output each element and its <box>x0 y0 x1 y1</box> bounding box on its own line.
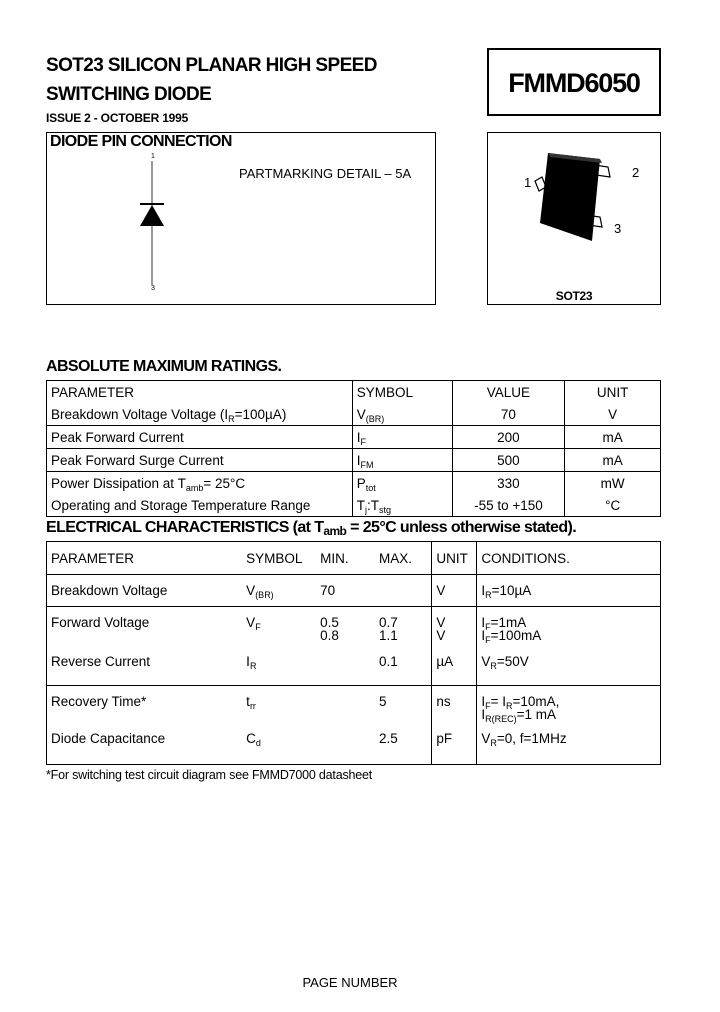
hdr-unit: UNIT <box>565 381 661 404</box>
min-cell <box>316 686 375 732</box>
symbol-sub2: stg <box>379 504 392 515</box>
table-row <box>47 403 661 426</box>
value-cell: 200 <box>452 426 565 449</box>
symbol-sub: F <box>360 436 367 447</box>
abs-max-title: ABSOLUTE MAXIMUM RATINGS. <box>46 358 282 375</box>
hdr-symbol: SYMBOL <box>352 381 452 404</box>
param-cell: Recovery Time* <box>51 694 147 709</box>
value-cell: -55 to +150 <box>452 494 565 517</box>
hdr-max: MAX. <box>375 542 432 575</box>
title-line-2: SWITCHING DIODE <box>46 84 212 105</box>
hdr-unit: UNIT <box>432 542 477 575</box>
unit-cell: mA <box>565 449 661 472</box>
param-cell: Peak Forward Current <box>47 426 353 449</box>
pin-connection-box <box>46 132 436 305</box>
max-cell: 0.7 <box>378 615 398 630</box>
min-cell: 70 <box>316 575 375 607</box>
table-row: Forward Voltage $V_F$ 0.5 0.8 0.7 1.1 V V $I_F=1mA$ $I_F=100mA$ <box>47 607 661 654</box>
param-tail: = 25°C <box>203 475 246 491</box>
page-number: PAGE NUMBER <box>302 975 398 990</box>
param-cell: Peak Forward Surge Current <box>47 449 353 472</box>
hdr-value: VALUE <box>452 381 565 404</box>
min-cell: 0.5 <box>320 615 339 630</box>
param-text: Breakdown Voltage Voltage (I <box>51 406 229 422</box>
unit-cell: V <box>432 575 477 607</box>
sot23-package-drawing <box>488 133 660 273</box>
hdr-min: MIN. <box>316 542 375 575</box>
table-row <box>47 449 661 472</box>
value-cell: 500 <box>452 449 565 472</box>
unit-cell: ns <box>432 686 477 732</box>
max-cell: 5 <box>375 686 432 732</box>
max-cell: 0.1 <box>375 654 432 686</box>
unit-cell: °C <box>565 494 661 517</box>
partmarking-detail: PARTMARKING DETAIL – 5A <box>239 166 412 181</box>
max-cell <box>375 575 432 607</box>
hdr-symbol: SYMBOL <box>242 542 316 575</box>
symbol-text: I <box>356 429 361 445</box>
pin-bottom-label: 3 <box>151 285 155 292</box>
param-text: Power Dissipation at T <box>51 475 186 491</box>
elec-title: ELECTRICAL CHARACTERISTICS (at $T_{amb} = 25^\circ C$ unless otherwise stated). <box>46 519 577 538</box>
value-cell: 70 <box>452 403 565 426</box>
min-cell <box>316 732 375 765</box>
sot23-body <box>540 153 600 241</box>
diode-triangle <box>140 205 164 226</box>
symbol-sub: j <box>365 504 368 515</box>
symbol-sub: (BR) <box>365 413 385 424</box>
pin-connection-title: DIODE PIN CONNECTION <box>50 133 232 150</box>
symbol-sub: FM <box>360 459 374 470</box>
abs-max-table <box>46 380 661 517</box>
max-cell: 1.1 <box>378 628 398 643</box>
unit-cell: mW <box>565 472 661 495</box>
value-cell: 330 <box>452 472 565 495</box>
pkg-pin2-label: 2 <box>632 165 640 180</box>
param-cell: Operating and Storage Temperature Range <box>47 494 353 517</box>
param-sub: amb <box>185 482 204 493</box>
param-tail: =100µA) <box>234 406 287 422</box>
table-row <box>47 426 661 449</box>
table-row: Breakdown Voltage $V_{(BR)}$ 70 V $I_R=10\mu A$ <box>47 575 661 607</box>
param-cell: Diode Capacitance <box>51 730 166 746</box>
symbol-mid: :T <box>367 497 380 513</box>
title-line-1: SOT23 SILICON PLANAR HIGH SPEED <box>46 55 377 76</box>
hdr-conditions: CONDITIONS. <box>477 542 661 575</box>
param-cell: Reverse Current <box>47 654 243 686</box>
package-box <box>487 132 661 305</box>
max-cell: 2.5 <box>375 732 432 765</box>
diode-symbol <box>137 161 167 289</box>
min-cell: 0.8 <box>320 628 339 643</box>
symbol-sub: tot <box>365 482 376 493</box>
unit-cell: µA <box>432 654 477 686</box>
elec-table <box>46 541 661 765</box>
unit-cell: V <box>565 403 661 426</box>
symbol-text: I <box>356 452 361 468</box>
footnote: *For switching test circuit diagram see FMMD7000 datasheet <box>46 768 373 782</box>
table-row <box>47 494 661 517</box>
symbol-text: P <box>356 475 366 491</box>
unit-cell: V <box>436 615 446 630</box>
pin-top-label: 1 <box>151 153 155 160</box>
symbol-text: T <box>356 497 366 513</box>
hdr-parameter: PARAMETER <box>47 381 353 404</box>
hdr-parameter: PARAMETER <box>47 542 243 575</box>
param-sub: R <box>228 413 235 424</box>
package-label: SOT23 <box>555 289 593 303</box>
unit-cell: mA <box>565 426 661 449</box>
pkg-pin3-label: 3 <box>614 221 622 236</box>
table-header-row <box>47 542 661 575</box>
table-header-row <box>47 381 661 404</box>
unit-cell: pF <box>432 732 477 765</box>
param-cell: Forward Voltage <box>51 615 150 630</box>
issue-date: ISSUE 2 - OCTOBER 1995 <box>46 111 189 125</box>
table-row <box>47 472 661 495</box>
unit-cell: V <box>436 628 446 643</box>
table-row: Reverse Current $I_R$ 0.1 µA $V_R=50V$ <box>47 654 661 686</box>
table-row: Diode Capacitance $C_d$ 2.5 pF $V_R=0$, f=1MHz <box>47 732 661 765</box>
part-number-box <box>487 48 661 116</box>
pkg-pin1-label: 1 <box>524 175 532 190</box>
part-number: FMMD6050 <box>508 68 640 98</box>
param-cell: Breakdown Voltage <box>47 575 243 607</box>
min-cell <box>316 654 375 686</box>
symbol-text: V <box>356 406 366 422</box>
table-row: Recovery Time* $t_{rr}$ 5 ns $I_F= I_R=10mA$, $I_{R(REC)}=1$ mA <box>47 686 661 732</box>
